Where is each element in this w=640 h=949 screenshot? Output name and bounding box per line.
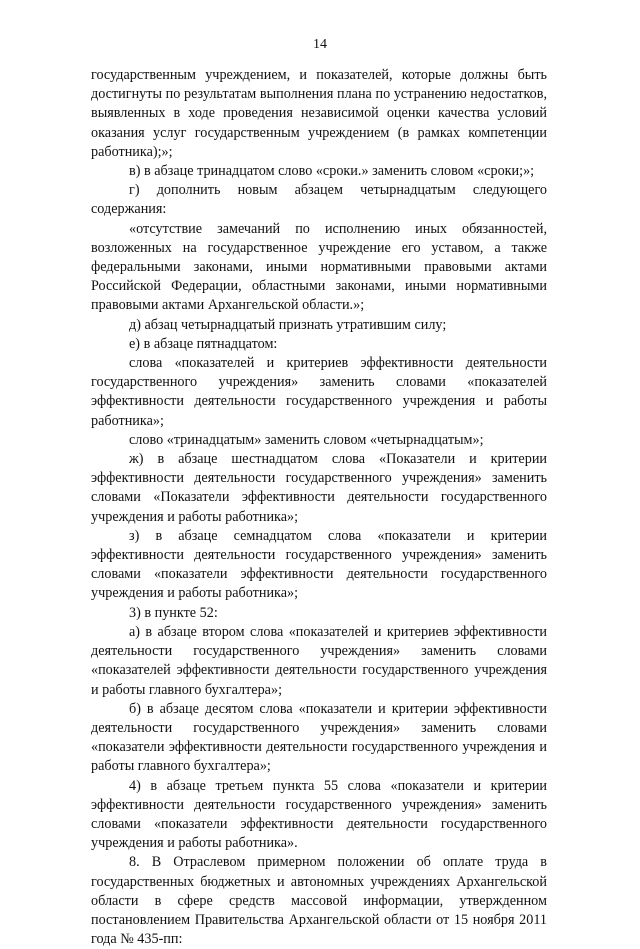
paragraph-item-3a: а) в абзаце втором слова «показателей и критериев эффективности деятельности государственного учреждения» заменить словами «показателей эффективности деятельности государственного учреждения и работы главного бухгалтера»; [91, 623, 547, 698]
paragraph-item-8: 8. В Отраслевом примерном положении об оплате труда в государственных бюджетных и автономных учреждениях Архангельской области в сфере средств массовой информации, утвержденном постановлением Правительства Архангельской области от 15 ноября 2011 года № 435-пп: [91, 854, 547, 948]
paragraph-continuation: государственным учреждением, и показателей, которые должны быть достигнуты по результатам выполнения плана по устранению недостатков, выявленных в ходе проведения независимой оценки качества условий оказания услуг государственным учреждением (в рамках компетенции работника);»; [91, 67, 547, 160]
paragraph-item-e-word: слово «тринадцатым» заменить словом «четырнадцатым»; [129, 431, 484, 448]
paragraph-item-3b: б) в абзаце десятом слова «показатели и критерии эффективности деятельности государственного учреждения» заменить словами «показатели эффективности деятельности государственного учреждения и работы главного бухгалтера»; [91, 700, 547, 775]
paragraph-quoted-insert: «отсутствие замечаний по исполнению иных обязанностей, возложенных на государственное учреждение его уставом, а также федеральными законами, иными нормативными правовыми актами Российской Федерации, областными законами, иными нормативными правовыми актами Архангельской области.»; [91, 220, 547, 314]
paragraph-item-zh: ж) в абзаце шестнадцатом слова «Показатели и критерии эффективности деятельности государственного учреждения» заменить словами «Показатели эффективности деятельности государственного учреждения и работы работника»; [91, 451, 547, 525]
paragraph-item-3: 3) в пункте 52: [129, 604, 218, 621]
paragraph-item-4: 4) в абзаце третьем пункта 55 слова «показатели и критерии эффективности деятельности государственного учреждения» заменить словами «показатели эффективности деятельности государственного учреждения и работы работника». [91, 777, 547, 852]
page-number: 14 [313, 37, 327, 52]
paragraph-item-e: е) в абзаце пятнадцатом: [129, 335, 278, 352]
paragraph-item-d: д) абзац четырнадцатый признать утратившим силу; [129, 316, 447, 333]
paragraph-item-v: в) в абзаце тринадцатом слово «сроки.» заменить словом «сроки;»; [129, 163, 535, 180]
paragraph-item-g: г) дополнить новым абзацем четырнадцатым следующего содержания: [91, 182, 547, 218]
paragraph-item-z: з) в абзаце семнадцатом слова «показатели и критерии эффективности деятельности государственного учреждения» заменить словами «показатели эффективности деятельности государственного учреждения и работы работника»; [91, 527, 547, 602]
document-body [91, 66, 547, 949]
paragraph-item-e-words: слова «показателей и критериев эффективности деятельности государственного учреждения» заменить словами «показателей эффективности деятельности государственного учреждения и работы работника»; [91, 355, 547, 429]
